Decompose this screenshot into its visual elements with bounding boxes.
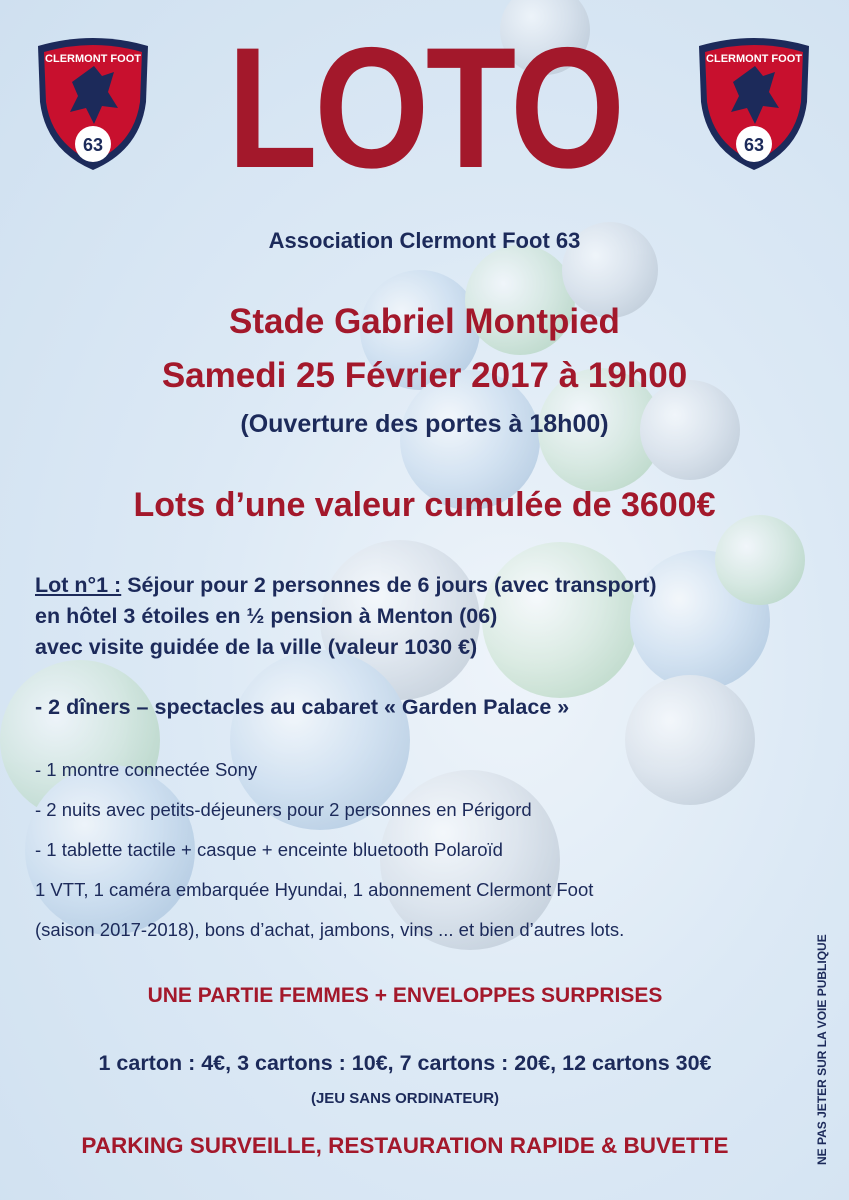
services-notice: PARKING SURVEILLE, RESTAURATION RAPIDE & BUVETTE [81, 1133, 729, 1158]
event-venue: Stade Gabriel Montpied [229, 302, 620, 341]
prize-list [35, 757, 815, 957]
event-datetime: Samedi 25 Février 2017 à 19h00 [161, 356, 688, 395]
svg-text:63: 63 [82, 135, 104, 155]
svg-text:CLERMONT FOOT: CLERMONT FOOT [45, 53, 141, 65]
first-prize-label: Lot n°1 : [35, 573, 122, 597]
first-prize [35, 570, 835, 663]
no-computer-notice: (JEU SANS ORDINATEUR) [310, 1090, 500, 1107]
first-prize-line: en hôtel 3 étoiles en ½ pension à Menton (06) [35, 604, 498, 628]
doors-opening-time: (Ouverture des portes à 18h00) [240, 410, 609, 438]
card-prices: 1 carton : 4€, 3 cartons : 10€, 7 cartons : 20€, 12 cartons 30€ [98, 1051, 712, 1075]
page-title: LOTO [227, 12, 622, 204]
first-prize-line: Séjour pour 2 personnes de 6 jours (avec transport) [121, 573, 657, 597]
list-item: - 1 montre connectée Sony [35, 759, 258, 780]
women-game-notice: UNE PARTIE FEMMES + ENVELOPPES SURPRISES [147, 984, 663, 1007]
list-item: - 2 nuits avec petits-déjeuners pour 2 personnes en Périgord [35, 799, 532, 820]
litter-notice: NE PAS JETER SUR LA VOIE PUBLIQUE [815, 934, 829, 1165]
prizes-total-value: Lots d’une valeur cumulée de 3600€ [133, 486, 716, 524]
svg-text:63: 63 [743, 135, 765, 155]
list-item: - 1 tablette tactile + casque + enceinte bluetooth Polaroïd [35, 839, 503, 860]
second-prize: - 2 dîners – spectacles au cabaret « Garden Palace » [35, 695, 570, 719]
svg-text:CLERMONT FOOT: CLERMONT FOOT [706, 53, 802, 65]
first-prize-line: avec visite guidée de la ville (valeur 1030 €) [35, 635, 478, 659]
list-item: 1 VTT, 1 caméra embarquée Hyundai, 1 abonnement Clermont Foot [35, 879, 594, 900]
list-item: (saison 2017-2018), bons d’achat, jambons, vins ... et bien d’autres lots. [35, 919, 625, 940]
organizer-name: Association Clermont Foot 63 [268, 228, 581, 253]
